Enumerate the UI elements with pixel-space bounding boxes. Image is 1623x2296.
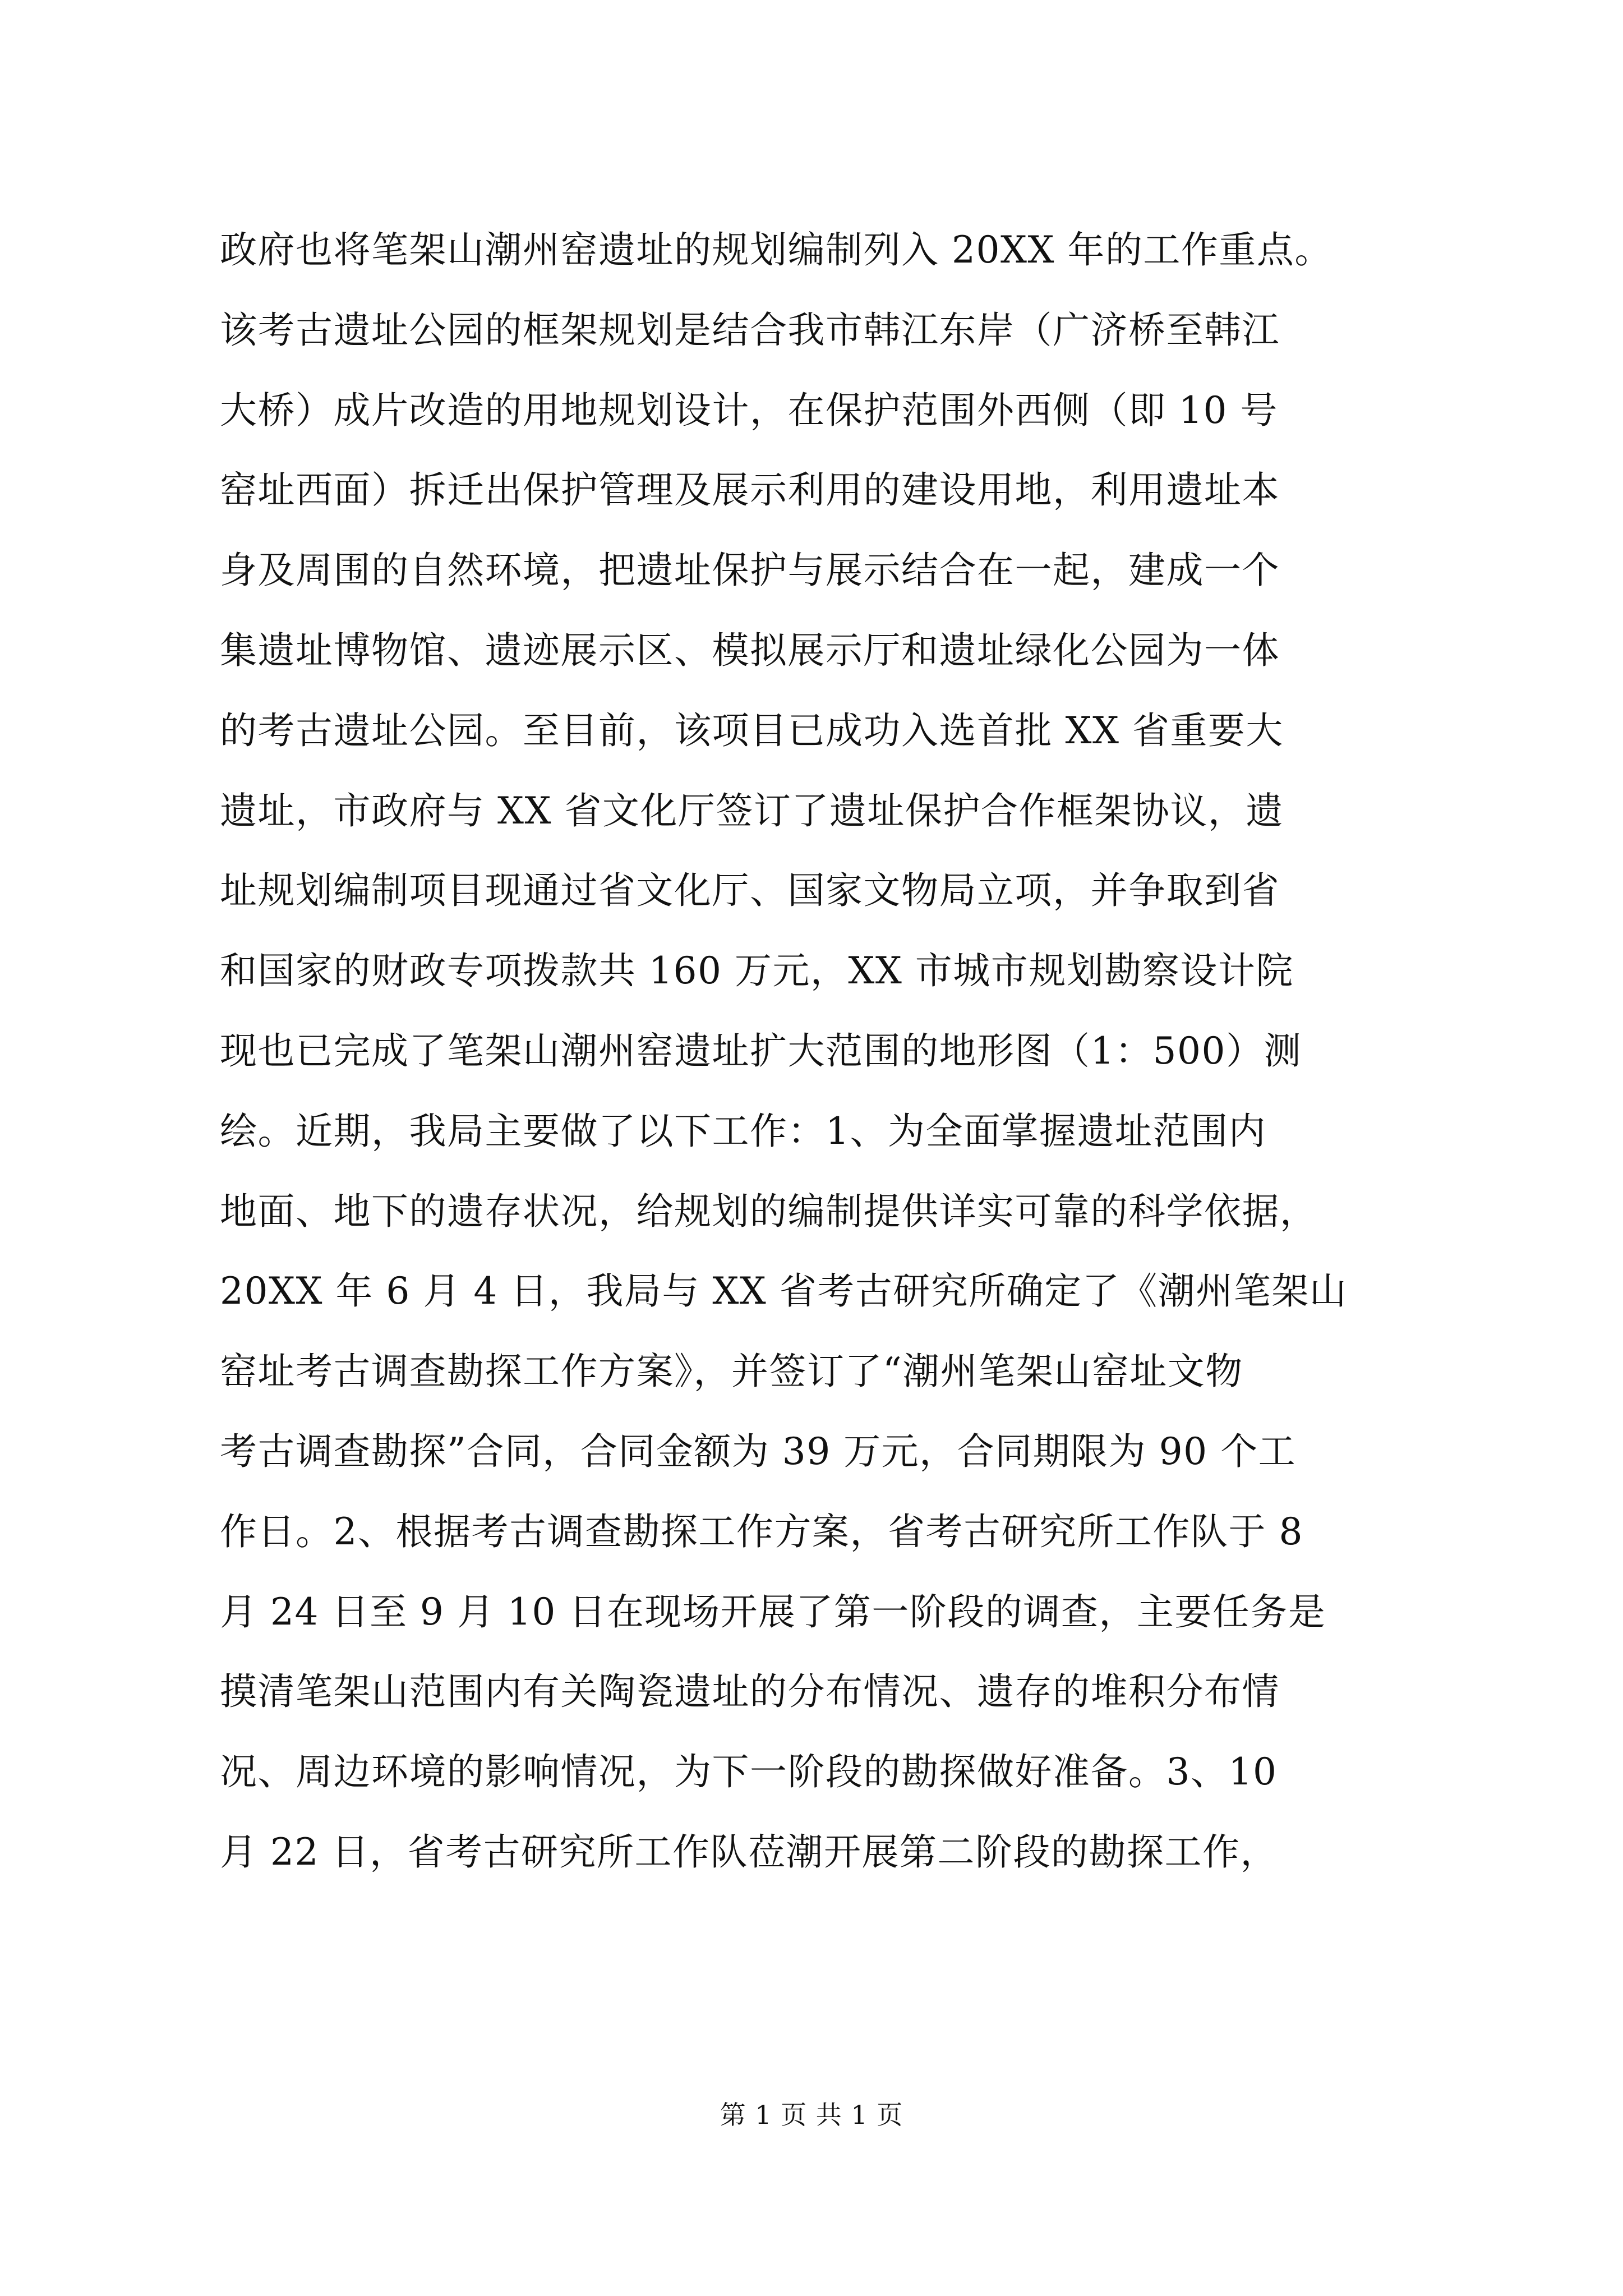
text-line-20: 况、周边环境的影响情况，为下一阶段的勘探做好准备。3、10 [220, 1750, 1278, 1794]
text-line-3: 大桥）成片改造的用地规划设计，在保护范围外西侧（即 10 号 [220, 388, 1278, 432]
text-line-19: 摸清笔架山范围内有关陶瓷遗址的分布情况、遗存的堆积分布情 [220, 1670, 1280, 1714]
text-line-11: 现也已完成了笔架山潮州窑遗址扩大范围的地形图（1：500）测 [220, 1029, 1302, 1073]
text-line-13: 地面、地下的遗存状况，给规划的编制提供详实可靠的科学依据， [220, 1189, 1318, 1233]
text-line-1: 政府也将笔架山潮州窑遗址的规划编制列入 20XX 年的工作重点。 [220, 228, 1332, 272]
page-footer [0, 2098, 1623, 2132]
body-text [220, 210, 1426, 1893]
text-line-4: 窑址西面）拆迁出保护管理及展示利用的建设用地，利用遗址本 [220, 468, 1280, 512]
text-line-6: 集遗址博物馆、遗迹展示区、模拟展示厅和遗址绿化公园为一体 [220, 628, 1280, 672]
text-line-17: 作日。2、根据考古调查勘探工作方案，省考古研究所工作队于 8 [220, 1510, 1303, 1553]
text-line-7: 的考古遗址公园。至目前，该项目已成功入选首批 XX 省重要大 [220, 708, 1284, 752]
text-line-15: 窑址考古调查勘探工作方案》，并签订了“潮州笔架山窑址文物 [220, 1350, 1243, 1393]
text-line-14: 20XX 年 6 月 4 日，我局与 XX 省考古研究所确定了《潮州笔架山 [220, 1269, 1348, 1313]
text-line-16: 考古调查勘探”合同，合同金额为 39 万元，合同期限为 90 个工 [220, 1429, 1297, 1473]
text-line-10: 和国家的财政专项拨款共 160 万元，XX 市城市规划勘察设计院 [220, 949, 1294, 993]
text-line-8: 遗址，市政府与 XX 省文化厅签订了遗址保护合作框架协议，遗 [220, 789, 1284, 832]
text-line-21: 月 22 日，省考古研究所工作队莅潮开展第二阶段的勘探工作， [220, 1830, 1278, 1874]
text-line-9: 址规划编制项目现通过省文化厅、国家文物局立项，并争取到省 [220, 869, 1280, 913]
text-line-5: 身及周围的自然环境，把遗址保护与展示结合在一起，建成一个 [220, 549, 1280, 592]
page-number: 第 1 页 共 1 页 [720, 2100, 903, 2130]
text-line-2: 该考古遗址公园的框架规划是结合我市韩江东岸（广济桥至韩江 [220, 308, 1280, 352]
text-line-12: 绘。近期，我局主要做了以下工作：1、为全面掌握遗址范围内 [220, 1109, 1266, 1153]
text-line-18: 月 24 日至 9 月 10 日在现场开展了第一阶段的调查，主要任务是 [220, 1590, 1326, 1634]
